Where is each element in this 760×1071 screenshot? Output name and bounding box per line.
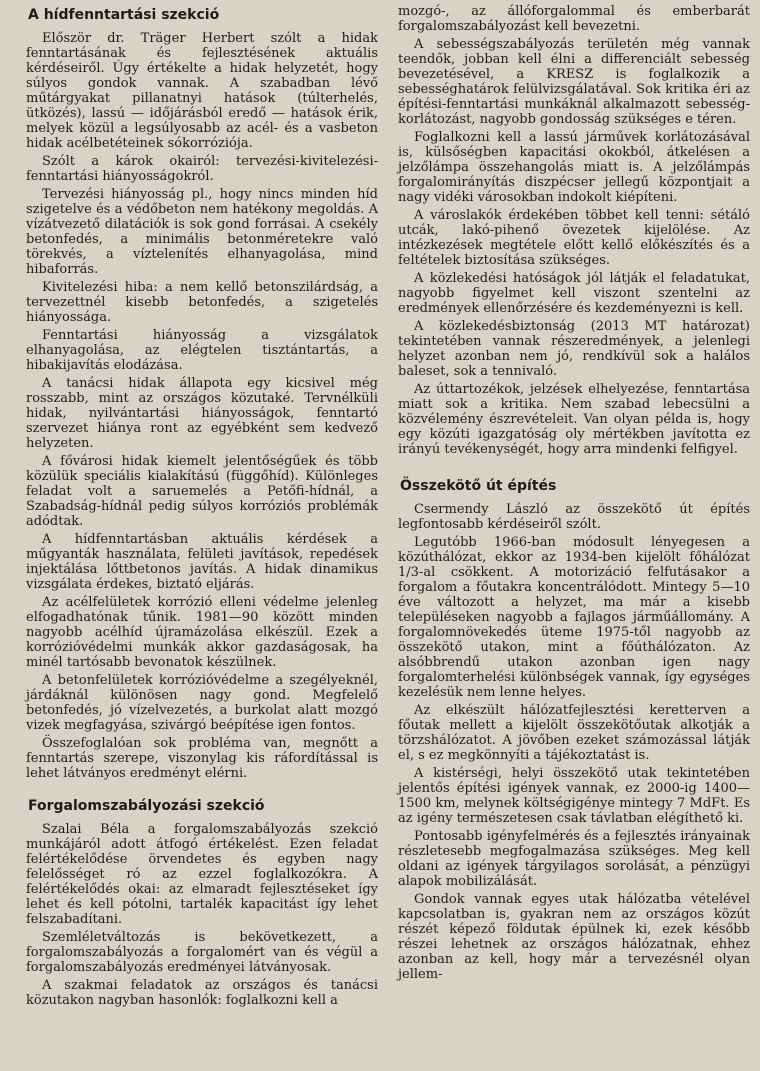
paragraph: A hídfenntartásban aktuális kérdések a műgyanták használata, felületi javítások, repedések injektálása lőttbetonos javítás. A hidak dinamikus vizsgálata érdekes, biztató eljárás. — [26, 532, 378, 592]
right-column — [398, 4, 750, 1071]
paragraph: Foglalkozni kell a lassú járművek korlátozásával is, külsőségben kapacitási okokból, átkelésen a jelzőlámpa összehangolás miatt is. A jelzőlámpás forgalomirányítás diszpécser jellegű központjait a nagy vidéki városokban indokolt kiépíteni. — [398, 130, 750, 205]
paragraph: Az úttartozékok, jelzések elhelyezése, fenntartása miatt sok a kritika. Nem szabad lebecsülni a közvélemény észrevételeit. Van olyan példa is, hogy egy közúti igazgatóság oly mértékben javította ez irányú tevékenységét, hogy arra mindenki felfigyel. — [398, 382, 750, 457]
left-column — [26, 4, 378, 1071]
paragraph: A közlekedési hatóságok jól látják el feladatukat, nagyobb figyelmet kell viszont szentelni az eredmények ellenőrzésére és kezdeményezni is kell. — [398, 271, 750, 316]
paragraph: A kistérségi, helyi összekötő utak tekintetében jelentős építési igények vannak, ez 2000-ig 1400—1500 km, melynek költségigénye mintegy 7 MdFt. Es az igény természetesen csak távlatban elégíthető ki. — [398, 766, 750, 826]
paragraph: Gondok vannak egyes utak hálózatba vételével kapcsolatban is, gyakran nem az országos közút részét képező földutak épülnek ki, ezek később részei lehetnek az országos hálózatnak, ehhez azonban az kell, hogy már a tervezésnél olyan jellem- — [398, 892, 750, 982]
section-heading-bridge-maintenance: A hídfenntartási szekció — [28, 7, 220, 23]
paragraph: Csermendy László az összekötő út építés legfontosabb kérdéseiről szólt. — [398, 502, 750, 532]
paragraph: A fővárosi hidak kiemelt jelentőségűek és több közülük speciális kialakítású (függőhíd). Különleges feladat volt a saruemelés a Petőfi-hídnál, a Szabadság-hídnál pedig súlyos korróziós problémák adódtak. — [26, 454, 378, 529]
section-heading-traffic-regulation: Forgalomszabályozási szekció — [28, 798, 265, 814]
paragraph: Fenntartási hiányosság a vizsgálatok elhanyagolása, az elégtelen tisztántartás, a hibakijavítás elodázása. — [26, 328, 378, 373]
paragraph: Pontosabb igényfelmérés és a fejlesztés irányainak részletesebb megfogalmazása szükséges. Meg kell oldani az igények tárgyilagos sorolását, a pénzügyi alapok mobilizálását. — [398, 829, 750, 889]
paragraph: A sebességszabályozás területén még vannak teendők, jobban kell élni a differenciált sebesség bevezetésével, a KRESZ is foglalkozik a sebességhatárok felülvizsgálatával. Sok kritika éri az építési-fenntartási munkáknál alkalmazott sebesség-korlátozást, nagyobb gondosság szükséges e téren. — [398, 37, 750, 127]
paragraph: A betonfelületek korrózióvédelme a szegélyeknél, járdáknál különösen nagy gond. Megfelelő betonfedés, jó vízelvezetés, a burkolat alatt mozgó vizek megfagyása, szivárgó beépítése igen fontos. — [26, 673, 378, 733]
paragraph: Legutóbb 1966-ban módosult lényegesen a közúthálózat, ekkor az 1934-ben kijelölt főhálózat 1/3-al csökkent. A motorizáció felfutásakor a forgalom a főutakra koncentrálódott. Mintegy 5—10 éve változott a helyzet, ma már a kisebb településeken nagyobb a fajlagos járműállomány. A forgalomnövekedés üteme 1975-től nagyobb az összekötő utakon, mint a főúthálózaton. Az alsóbbrendű utakon azonban igen nagy forgalomterhelési különbségek vannak, így egységes kezelésük nem lenne helyes. — [398, 535, 750, 700]
section-heading-connecting-road: Összekötő út építés — [400, 478, 557, 494]
paragraph: Az elkészült hálózatfejlesztési keretterven a főutak mellett a kijelölt összekötőutak alkotják a törzshálózatot. A jövőben ezeket számozással látják el, s ez megkönnyíti a tájékoztatást is. — [398, 703, 750, 763]
paragraph: Kivitelezési hiba: a nem kellő betonszilárdság, a tervezettnél kisebb betonfedés, a szigetelés hiányossága. — [26, 280, 378, 325]
paragraph: Először dr. Träger Herbert szólt a hidak fenntartásának és fejlesztésének aktuális kérdéseiről. Úgy értékelte a hidak helyzetét, hogy súlyos gondok vannak. A szabadban lévő műtárgyakat pillanatnyi hatások (túlterhelés, ütközés), lassú — időjárásból eredő — hatások érik, melyek közül a legsúlyosabb az acél- és a vasbeton hidak acélbetéteinek sókorróziója. — [26, 31, 378, 151]
paragraph: A közlekedésbiztonság (2013 MT határozat) tekintetében vannak részeredmények, a jelenlegi helyzet azonban nem jó, rendkívül sok a halálos baleset, sok a tennivaló. — [398, 319, 750, 379]
paragraph: Tervezési hiányosság pl., hogy nincs minden híd szigetelve és a védőbeton nem hatékony megoldás. A vízátvezető dilatációk is sok gond forrásai. A csekély betonfedés, a minimális betonméretekre való törekvés, a víztelenítés elhanyagolása, mind hibaforrás. — [26, 187, 378, 277]
paragraph: A szakmai feladatok az országos és tanácsi közutakon nagyban hasonlók: foglalkozni kell a — [26, 978, 378, 1008]
paragraph: Az acélfelületek korrózió elleni védelme jelenleg elfogadhatónak tűnik. 1981—90 között minden nagyobb acélhíd újramázolása elkészül. Ezek a korrózióvédelmi munkák akkor gazdaságosak, ha minél tartósabb bevonatok készülnek. — [26, 595, 378, 670]
paragraph: Szólt a károk okairól: tervezési-kivitelezési-fenntartási hiányosságokról. — [26, 154, 378, 184]
paragraph: Összefoglalóan sok probléma van, megnőtt a fenntartás szerepe, viszonylag kis ráfordítással is lehet látványos eredményt elérni. — [26, 736, 378, 781]
paragraph: Szemléletváltozás is bekövetkezett, a forgalomszabályozás a forgalomért van és végül a forgalomszabályozás eredményei látványosak. — [26, 930, 378, 975]
paragraph: mozgó-, az állóforgalommal és emberbarát forgalomszabályozást kell bevezetni. — [398, 4, 750, 34]
paragraph: Szalai Béla a forgalomszabályozás szekció munkájáról adott átfogó értékelést. Ezen feladat felértékelődése örvendetes és egyben nagy felelősséget ró az ezzel foglalkozókra. A felértékelődés okai: az elmaradt fejlesztéseket így lehet és kell pótolni, tartalék kapacitást így lehet felszabadítani. — [26, 822, 378, 927]
paragraph: A tanácsi hidak állapota egy kicsivel még rosszabb, mint az országos közutaké. Tervnélküli hidak, nyilvántartási hiányosságok, fenntartó szervezet hiánya ront az egyébként sem kedvező helyzeten. — [26, 376, 378, 451]
paragraph: A városlakók érdekében többet kell tenni: sétáló utcák, lakó-pihenő övezetek kijelölése. Az intézkezések megtétele előtt kellő előkészítés és a feltételek biztosítása szükséges. — [398, 208, 750, 268]
